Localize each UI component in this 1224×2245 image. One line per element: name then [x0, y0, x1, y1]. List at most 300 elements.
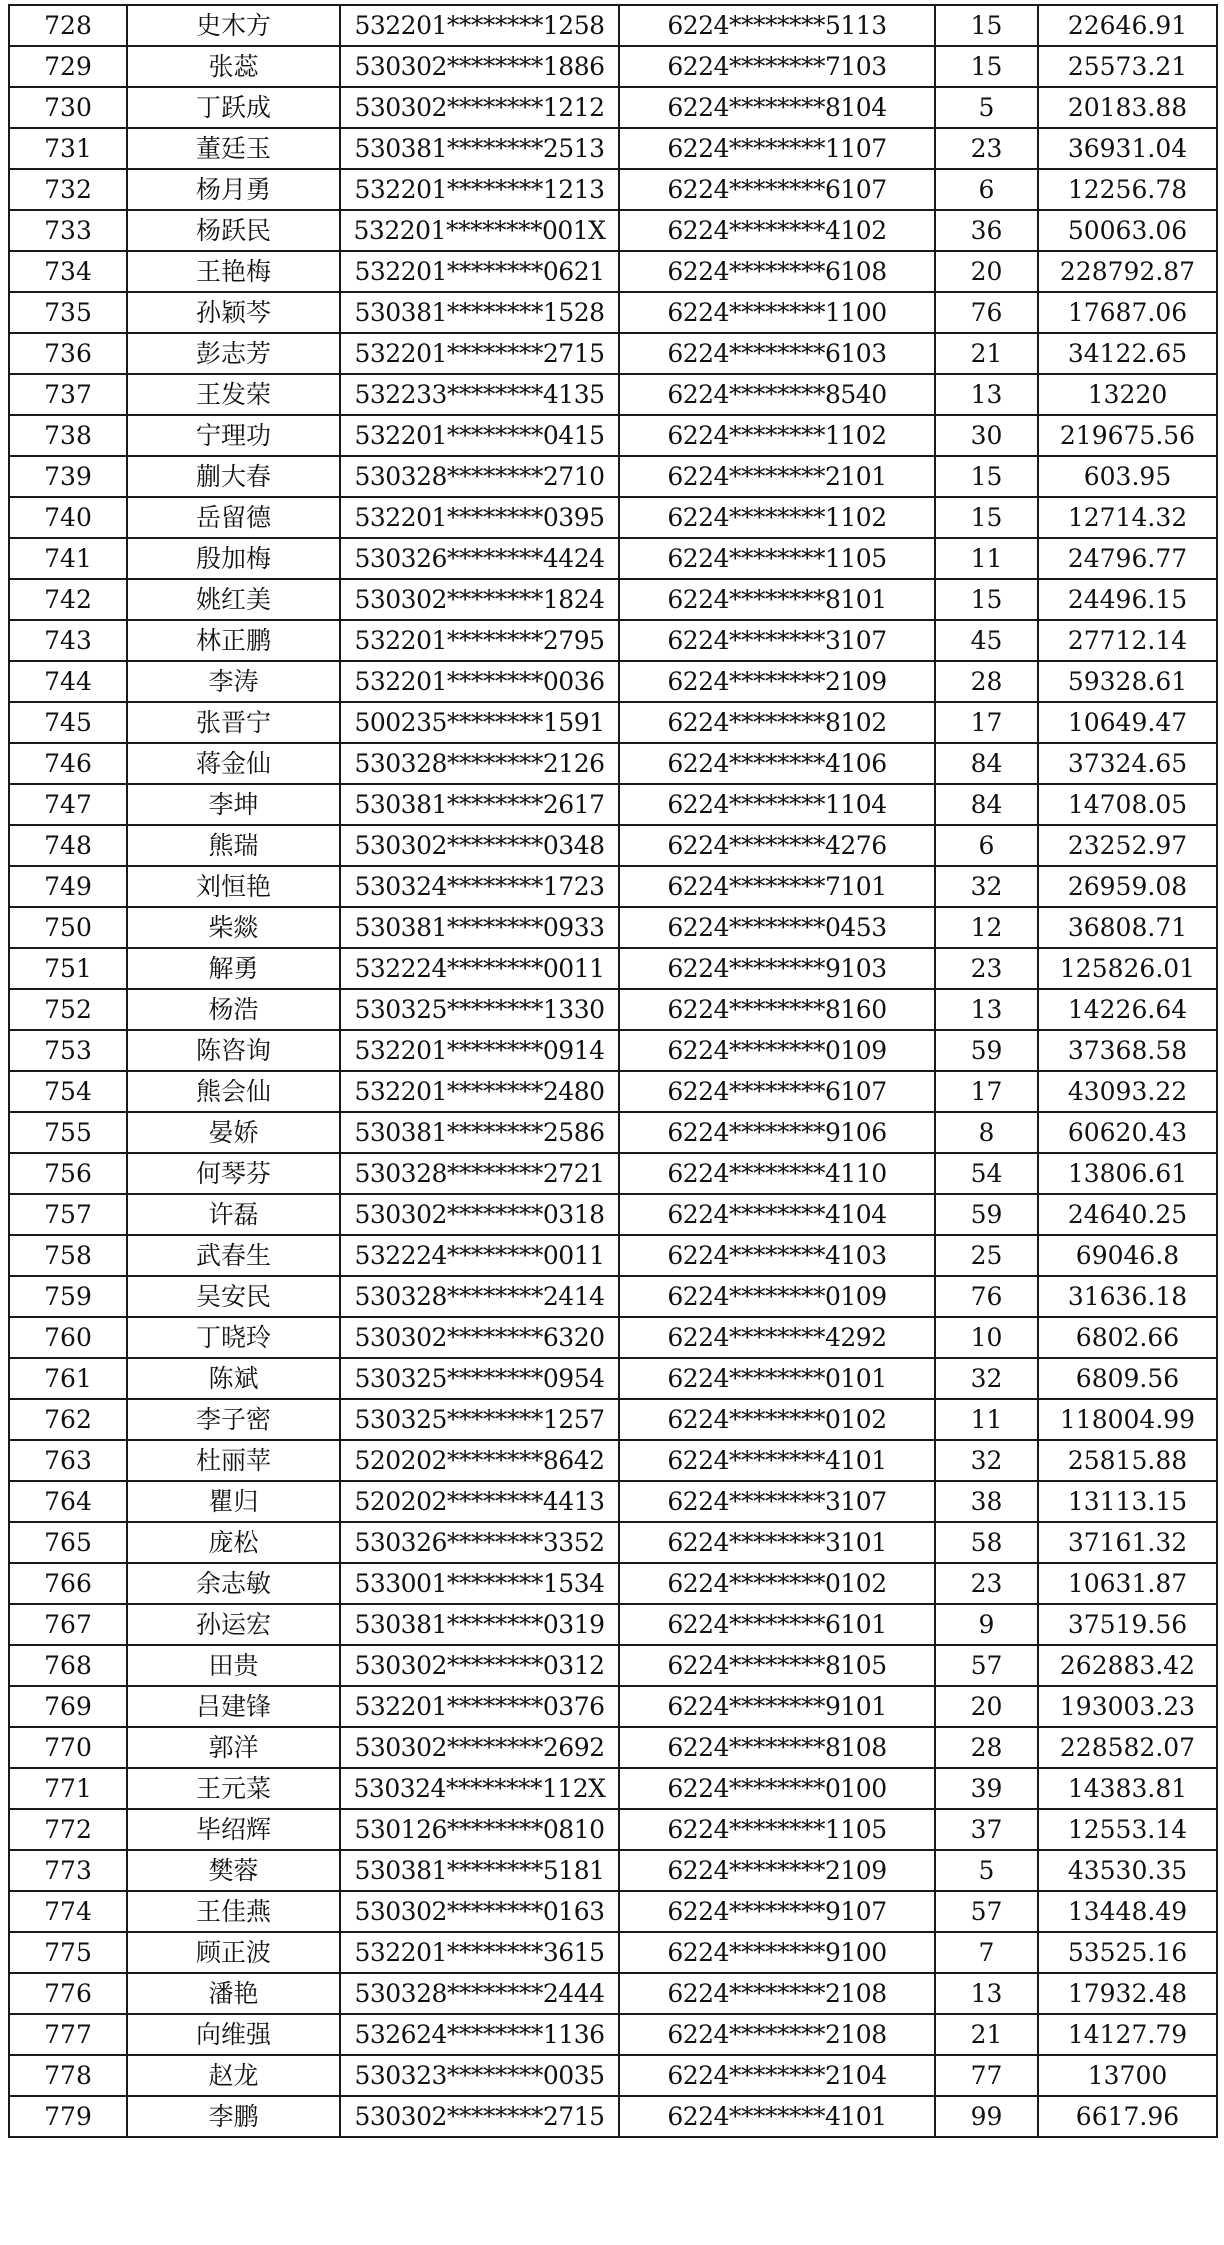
table-row: [9, 825, 1217, 866]
cell-count: 15: [935, 579, 1038, 620]
cell-count: 8: [935, 1112, 1038, 1153]
cell-name: 田贵: [127, 1645, 340, 1686]
cell-no: 762: [9, 1399, 127, 1440]
cell-count: 36: [935, 210, 1038, 251]
cell-name: 杜丽苹: [127, 1440, 340, 1481]
cell-id: 532201********2480: [340, 1071, 619, 1112]
cell-card: 6224********4101: [619, 2096, 935, 2137]
cell-card: 6224********1104: [619, 784, 935, 825]
cell-card: 6224********0109: [619, 1030, 935, 1071]
cell-no: 779: [9, 2096, 127, 2137]
cell-name: 李子密: [127, 1399, 340, 1440]
cell-count: 10: [935, 1317, 1038, 1358]
table-row: [9, 866, 1217, 907]
cell-card: 6224********8101: [619, 579, 935, 620]
cell-name: 余志敏: [127, 1563, 340, 1604]
cell-card: 6224********8540: [619, 374, 935, 415]
cell-id: 532224********0011: [340, 948, 619, 989]
cell-amount: 25573.21: [1038, 46, 1217, 87]
cell-no: 738: [9, 415, 127, 456]
cell-card: 6224********3107: [619, 1481, 935, 1522]
cell-amount: 36808.71: [1038, 907, 1217, 948]
cell-no: 735: [9, 292, 127, 333]
cell-amount: 17687.06: [1038, 292, 1217, 333]
cell-amount: 10649.47: [1038, 702, 1217, 743]
cell-name: 熊瑞: [127, 825, 340, 866]
cell-card: 6224********8108: [619, 1727, 935, 1768]
cell-count: 11: [935, 1399, 1038, 1440]
cell-amount: 14226.64: [1038, 989, 1217, 1030]
cell-no: 734: [9, 251, 127, 292]
cell-count: 23: [935, 128, 1038, 169]
cell-count: 84: [935, 784, 1038, 825]
cell-card: 6224********9100: [619, 1932, 935, 1973]
cell-card: 6224********4106: [619, 743, 935, 784]
cell-name: 岳留德: [127, 497, 340, 538]
cell-id: 530326********4424: [340, 538, 619, 579]
cell-no: 757: [9, 1194, 127, 1235]
cell-id: 532201********1258: [340, 5, 619, 46]
cell-amount: 24640.25: [1038, 1194, 1217, 1235]
table-row: [9, 948, 1217, 989]
cell-id: 530302********1824: [340, 579, 619, 620]
cell-name: 蒯大春: [127, 456, 340, 497]
cell-no: 731: [9, 128, 127, 169]
table-row: [9, 210, 1217, 251]
cell-id: 530302********0312: [340, 1645, 619, 1686]
cell-no: 756: [9, 1153, 127, 1194]
cell-count: 76: [935, 292, 1038, 333]
cell-count: 37: [935, 1809, 1038, 1850]
cell-card: 6224********2109: [619, 1850, 935, 1891]
table-row: [9, 415, 1217, 456]
cell-card: 6224********6108: [619, 251, 935, 292]
cell-amount: 13700: [1038, 2055, 1217, 2096]
cell-amount: 23252.97: [1038, 825, 1217, 866]
cell-card: 6224********2108: [619, 2014, 935, 2055]
table-row: [9, 1768, 1217, 1809]
cell-count: 15: [935, 5, 1038, 46]
table-row: [9, 87, 1217, 128]
cell-no: 772: [9, 1809, 127, 1850]
cell-name: 史木方: [127, 5, 340, 46]
cell-no: 741: [9, 538, 127, 579]
table-row: [9, 497, 1217, 538]
cell-amount: 24796.77: [1038, 538, 1217, 579]
cell-no: 752: [9, 989, 127, 1030]
cell-amount: 125826.01: [1038, 948, 1217, 989]
cell-no: 768: [9, 1645, 127, 1686]
cell-count: 32: [935, 1440, 1038, 1481]
cell-card: 6224********9101: [619, 1686, 935, 1727]
table-row: [9, 538, 1217, 579]
cell-count: 28: [935, 661, 1038, 702]
table-row: [9, 1071, 1217, 1112]
cell-no: 755: [9, 1112, 127, 1153]
cell-amount: 13448.49: [1038, 1891, 1217, 1932]
cell-no: 732: [9, 169, 127, 210]
cell-name: 丁晓玲: [127, 1317, 340, 1358]
cell-name: 李鹏: [127, 2096, 340, 2137]
cell-no: 773: [9, 1850, 127, 1891]
cell-no: 753: [9, 1030, 127, 1071]
cell-card: 6224********4101: [619, 1440, 935, 1481]
cell-no: 761: [9, 1358, 127, 1399]
cell-count: 9: [935, 1604, 1038, 1645]
cell-count: 84: [935, 743, 1038, 784]
cell-amount: 13806.61: [1038, 1153, 1217, 1194]
cell-id: 532233********4135: [340, 374, 619, 415]
cell-id: 530381********1528: [340, 292, 619, 333]
cell-card: 6224********6107: [619, 169, 935, 210]
cell-no: 751: [9, 948, 127, 989]
cell-no: 770: [9, 1727, 127, 1768]
cell-amount: 228792.87: [1038, 251, 1217, 292]
cell-amount: 37161.32: [1038, 1522, 1217, 1563]
cell-amount: 53525.16: [1038, 1932, 1217, 1973]
cell-id: 520202********4413: [340, 1481, 619, 1522]
cell-name: 陈斌: [127, 1358, 340, 1399]
cell-count: 77: [935, 2055, 1038, 2096]
cell-card: 6224********5113: [619, 5, 935, 46]
cell-amount: 17932.48: [1038, 1973, 1217, 2014]
table-row: [9, 1317, 1217, 1358]
cell-card: 6224********7101: [619, 866, 935, 907]
table-row: [9, 1891, 1217, 1932]
cell-amount: 219675.56: [1038, 415, 1217, 456]
cell-name: 孙运宏: [127, 1604, 340, 1645]
table-row: [9, 1358, 1217, 1399]
cell-card: 6224********3101: [619, 1522, 935, 1563]
cell-id: 530326********3352: [340, 1522, 619, 1563]
cell-no: 764: [9, 1481, 127, 1522]
cell-count: 5: [935, 87, 1038, 128]
cell-amount: 13113.15: [1038, 1481, 1217, 1522]
cell-card: 6224********1102: [619, 415, 935, 456]
cell-amount: 24496.15: [1038, 579, 1217, 620]
cell-amount: 12256.78: [1038, 169, 1217, 210]
cell-no: 744: [9, 661, 127, 702]
cell-count: 57: [935, 1645, 1038, 1686]
cell-name: 张蕊: [127, 46, 340, 87]
cell-no: 778: [9, 2055, 127, 2096]
cell-no: 769: [9, 1686, 127, 1727]
cell-id: 532201********0395: [340, 497, 619, 538]
cell-no: 736: [9, 333, 127, 374]
cell-card: 6224********4102: [619, 210, 935, 251]
cell-amount: 59328.61: [1038, 661, 1217, 702]
cell-no: 766: [9, 1563, 127, 1604]
cell-count: 20: [935, 251, 1038, 292]
cell-name: 林正鹏: [127, 620, 340, 661]
table-row: [9, 2055, 1217, 2096]
cell-name: 晏娇: [127, 1112, 340, 1153]
cell-card: 6224********0101: [619, 1358, 935, 1399]
cell-amount: 14127.79: [1038, 2014, 1217, 2055]
cell-name: 吕建锋: [127, 1686, 340, 1727]
cell-name: 赵龙: [127, 2055, 340, 2096]
table-row: [9, 169, 1217, 210]
cell-amount: 43530.35: [1038, 1850, 1217, 1891]
cell-card: 6224********0100: [619, 1768, 935, 1809]
cell-no: 745: [9, 702, 127, 743]
cell-amount: 6809.56: [1038, 1358, 1217, 1399]
cell-no: 767: [9, 1604, 127, 1645]
cell-count: 23: [935, 948, 1038, 989]
cell-id: 530381********2617: [340, 784, 619, 825]
cell-count: 23: [935, 1563, 1038, 1604]
cell-amount: 13220: [1038, 374, 1217, 415]
cell-card: 6224********9103: [619, 948, 935, 989]
cell-amount: 228582.07: [1038, 1727, 1217, 1768]
cell-card: 6224********4103: [619, 1235, 935, 1276]
cell-count: 21: [935, 2014, 1038, 2055]
cell-card: 6224********2101: [619, 456, 935, 497]
cell-amount: 193003.23: [1038, 1686, 1217, 1727]
table-row: [9, 456, 1217, 497]
cell-name: 蒋金仙: [127, 743, 340, 784]
cell-id: 530381********2586: [340, 1112, 619, 1153]
cell-amount: 37519.56: [1038, 1604, 1217, 1645]
table-row: [9, 1563, 1217, 1604]
table-row: [9, 784, 1217, 825]
cell-name: 王佳燕: [127, 1891, 340, 1932]
cell-id: 530381********0933: [340, 907, 619, 948]
cell-name: 李坤: [127, 784, 340, 825]
cell-id: 530126********0810: [340, 1809, 619, 1850]
cell-id: 532201********0621: [340, 251, 619, 292]
cell-count: 32: [935, 866, 1038, 907]
table-row: [9, 2014, 1217, 2055]
cell-amount: 37368.58: [1038, 1030, 1217, 1071]
table-row: [9, 620, 1217, 661]
cell-id: 530302********1886: [340, 46, 619, 87]
table-body: [9, 5, 1217, 2137]
cell-name: 郭洋: [127, 1727, 340, 1768]
cell-no: 749: [9, 866, 127, 907]
table-row: [9, 128, 1217, 169]
table-row: [9, 1276, 1217, 1317]
cell-count: 12: [935, 907, 1038, 948]
cell-id: 530325********1330: [340, 989, 619, 1030]
table-row: [9, 1481, 1217, 1522]
cell-id: 530302********6320: [340, 1317, 619, 1358]
cell-card: 6224********1105: [619, 538, 935, 579]
table-row: [9, 579, 1217, 620]
cell-count: 54: [935, 1153, 1038, 1194]
cell-amount: 603.95: [1038, 456, 1217, 497]
cell-no: 742: [9, 579, 127, 620]
cell-no: 728: [9, 5, 127, 46]
cell-card: 6224********1105: [619, 1809, 935, 1850]
cell-name: 王艳梅: [127, 251, 340, 292]
data-table: [8, 4, 1218, 2138]
cell-name: 刘恒艳: [127, 866, 340, 907]
cell-name: 瞿归: [127, 1481, 340, 1522]
table-row: [9, 1686, 1217, 1727]
cell-card: 6224********0453: [619, 907, 935, 948]
cell-card: 6224********1102: [619, 497, 935, 538]
cell-id: 530324********1723: [340, 866, 619, 907]
cell-card: 6224********0109: [619, 1276, 935, 1317]
cell-count: 15: [935, 46, 1038, 87]
cell-amount: 6617.96: [1038, 2096, 1217, 2137]
cell-name: 殷加梅: [127, 538, 340, 579]
cell-count: 30: [935, 415, 1038, 456]
cell-no: 748: [9, 825, 127, 866]
cell-count: 45: [935, 620, 1038, 661]
cell-card: 6224********8104: [619, 87, 935, 128]
cell-id: 532201********3615: [340, 1932, 619, 1973]
cell-name: 吴安民: [127, 1276, 340, 1317]
cell-no: 763: [9, 1440, 127, 1481]
cell-id: 532201********0036: [340, 661, 619, 702]
cell-card: 6224********6101: [619, 1604, 935, 1645]
cell-count: 11: [935, 538, 1038, 579]
cell-count: 15: [935, 497, 1038, 538]
cell-amount: 43093.22: [1038, 1071, 1217, 1112]
table-row: [9, 1645, 1217, 1686]
cell-id: 530381********5181: [340, 1850, 619, 1891]
cell-id: 530325********1257: [340, 1399, 619, 1440]
cell-id: 530302********0163: [340, 1891, 619, 1932]
cell-count: 32: [935, 1358, 1038, 1399]
cell-no: 733: [9, 210, 127, 251]
cell-card: 6224********6103: [619, 333, 935, 374]
cell-no: 775: [9, 1932, 127, 1973]
cell-count: 13: [935, 374, 1038, 415]
cell-id: 530328********2414: [340, 1276, 619, 1317]
cell-no: 759: [9, 1276, 127, 1317]
cell-name: 李涛: [127, 661, 340, 702]
cell-no: 747: [9, 784, 127, 825]
table-row: [9, 1932, 1217, 1973]
cell-name: 杨月勇: [127, 169, 340, 210]
cell-id: 530302********2715: [340, 2096, 619, 2137]
table-row: [9, 743, 1217, 784]
cell-card: 6224********3107: [619, 620, 935, 661]
cell-count: 5: [935, 1850, 1038, 1891]
cell-count: 13: [935, 989, 1038, 1030]
table-row: [9, 1973, 1217, 2014]
cell-card: 6224********2104: [619, 2055, 935, 2096]
cell-id: 530328********2721: [340, 1153, 619, 1194]
cell-id: 530302********2692: [340, 1727, 619, 1768]
cell-name: 樊蓉: [127, 1850, 340, 1891]
cell-count: 59: [935, 1194, 1038, 1235]
cell-card: 6224********1100: [619, 292, 935, 333]
cell-amount: 27712.14: [1038, 620, 1217, 661]
cell-count: 17: [935, 1071, 1038, 1112]
cell-count: 76: [935, 1276, 1038, 1317]
cell-id: 530302********0348: [340, 825, 619, 866]
cell-no: 774: [9, 1891, 127, 1932]
cell-card: 6224********8105: [619, 1645, 935, 1686]
cell-amount: 31636.18: [1038, 1276, 1217, 1317]
cell-name: 孙颖芩: [127, 292, 340, 333]
cell-card: 6224********4104: [619, 1194, 935, 1235]
cell-no: 743: [9, 620, 127, 661]
cell-card: 6224********4110: [619, 1153, 935, 1194]
cell-name: 彭志芳: [127, 333, 340, 374]
cell-name: 向维强: [127, 2014, 340, 2055]
cell-name: 柴燚: [127, 907, 340, 948]
table-row: [9, 374, 1217, 415]
cell-id: 532201********2715: [340, 333, 619, 374]
table-row: [9, 5, 1217, 46]
cell-count: 20: [935, 1686, 1038, 1727]
cell-amount: 20183.88: [1038, 87, 1217, 128]
cell-card: 6224********0102: [619, 1399, 935, 1440]
table-row: [9, 989, 1217, 1030]
cell-name: 王发荣: [127, 374, 340, 415]
cell-no: 740: [9, 497, 127, 538]
cell-card: 6224********8102: [619, 702, 935, 743]
cell-name: 王元菜: [127, 1768, 340, 1809]
cell-no: 754: [9, 1071, 127, 1112]
cell-amount: 10631.87: [1038, 1563, 1217, 1604]
table-row: [9, 1112, 1217, 1153]
cell-amount: 69046.8: [1038, 1235, 1217, 1276]
cell-count: 17: [935, 702, 1038, 743]
table-row: [9, 333, 1217, 374]
cell-no: 730: [9, 87, 127, 128]
cell-id: 530302********1212: [340, 87, 619, 128]
table-row: [9, 702, 1217, 743]
cell-count: 25: [935, 1235, 1038, 1276]
cell-id: 530325********0954: [340, 1358, 619, 1399]
table-row: [9, 2096, 1217, 2137]
cell-card: 6224********4292: [619, 1317, 935, 1358]
cell-id: 530328********2126: [340, 743, 619, 784]
cell-amount: 36931.04: [1038, 128, 1217, 169]
cell-id: 530323********0035: [340, 2055, 619, 2096]
cell-card: 6224********8160: [619, 989, 935, 1030]
cell-count: 15: [935, 456, 1038, 497]
cell-count: 39: [935, 1768, 1038, 1809]
cell-card: 6224********6107: [619, 1071, 935, 1112]
cell-no: 760: [9, 1317, 127, 1358]
cell-name: 丁跃成: [127, 87, 340, 128]
cell-name: 宁理功: [127, 415, 340, 456]
cell-id: 530328********2444: [340, 1973, 619, 2014]
cell-name: 董廷玉: [127, 128, 340, 169]
cell-no: 739: [9, 456, 127, 497]
cell-count: 7: [935, 1932, 1038, 1973]
cell-amount: 22646.91: [1038, 5, 1217, 46]
cell-id: 530328********2710: [340, 456, 619, 497]
table-row: [9, 1522, 1217, 1563]
cell-name: 顾正波: [127, 1932, 340, 1973]
cell-name: 潘艳: [127, 1973, 340, 2014]
cell-amount: 26959.08: [1038, 866, 1217, 907]
cell-id: 533001********1534: [340, 1563, 619, 1604]
cell-count: 13: [935, 1973, 1038, 2014]
cell-id: 532201********001X: [340, 210, 619, 251]
cell-no: 776: [9, 1973, 127, 2014]
table-row: [9, 1153, 1217, 1194]
table-row: [9, 46, 1217, 87]
cell-name: 陈咨询: [127, 1030, 340, 1071]
cell-amount: 12714.32: [1038, 497, 1217, 538]
cell-card: 6224********2108: [619, 1973, 935, 2014]
cell-amount: 12553.14: [1038, 1809, 1217, 1850]
cell-id: 532224********0011: [340, 1235, 619, 1276]
cell-name: 姚红美: [127, 579, 340, 620]
cell-id: 530381********2513: [340, 128, 619, 169]
cell-id: 530324********112X: [340, 1768, 619, 1809]
cell-amount: 262883.42: [1038, 1645, 1217, 1686]
